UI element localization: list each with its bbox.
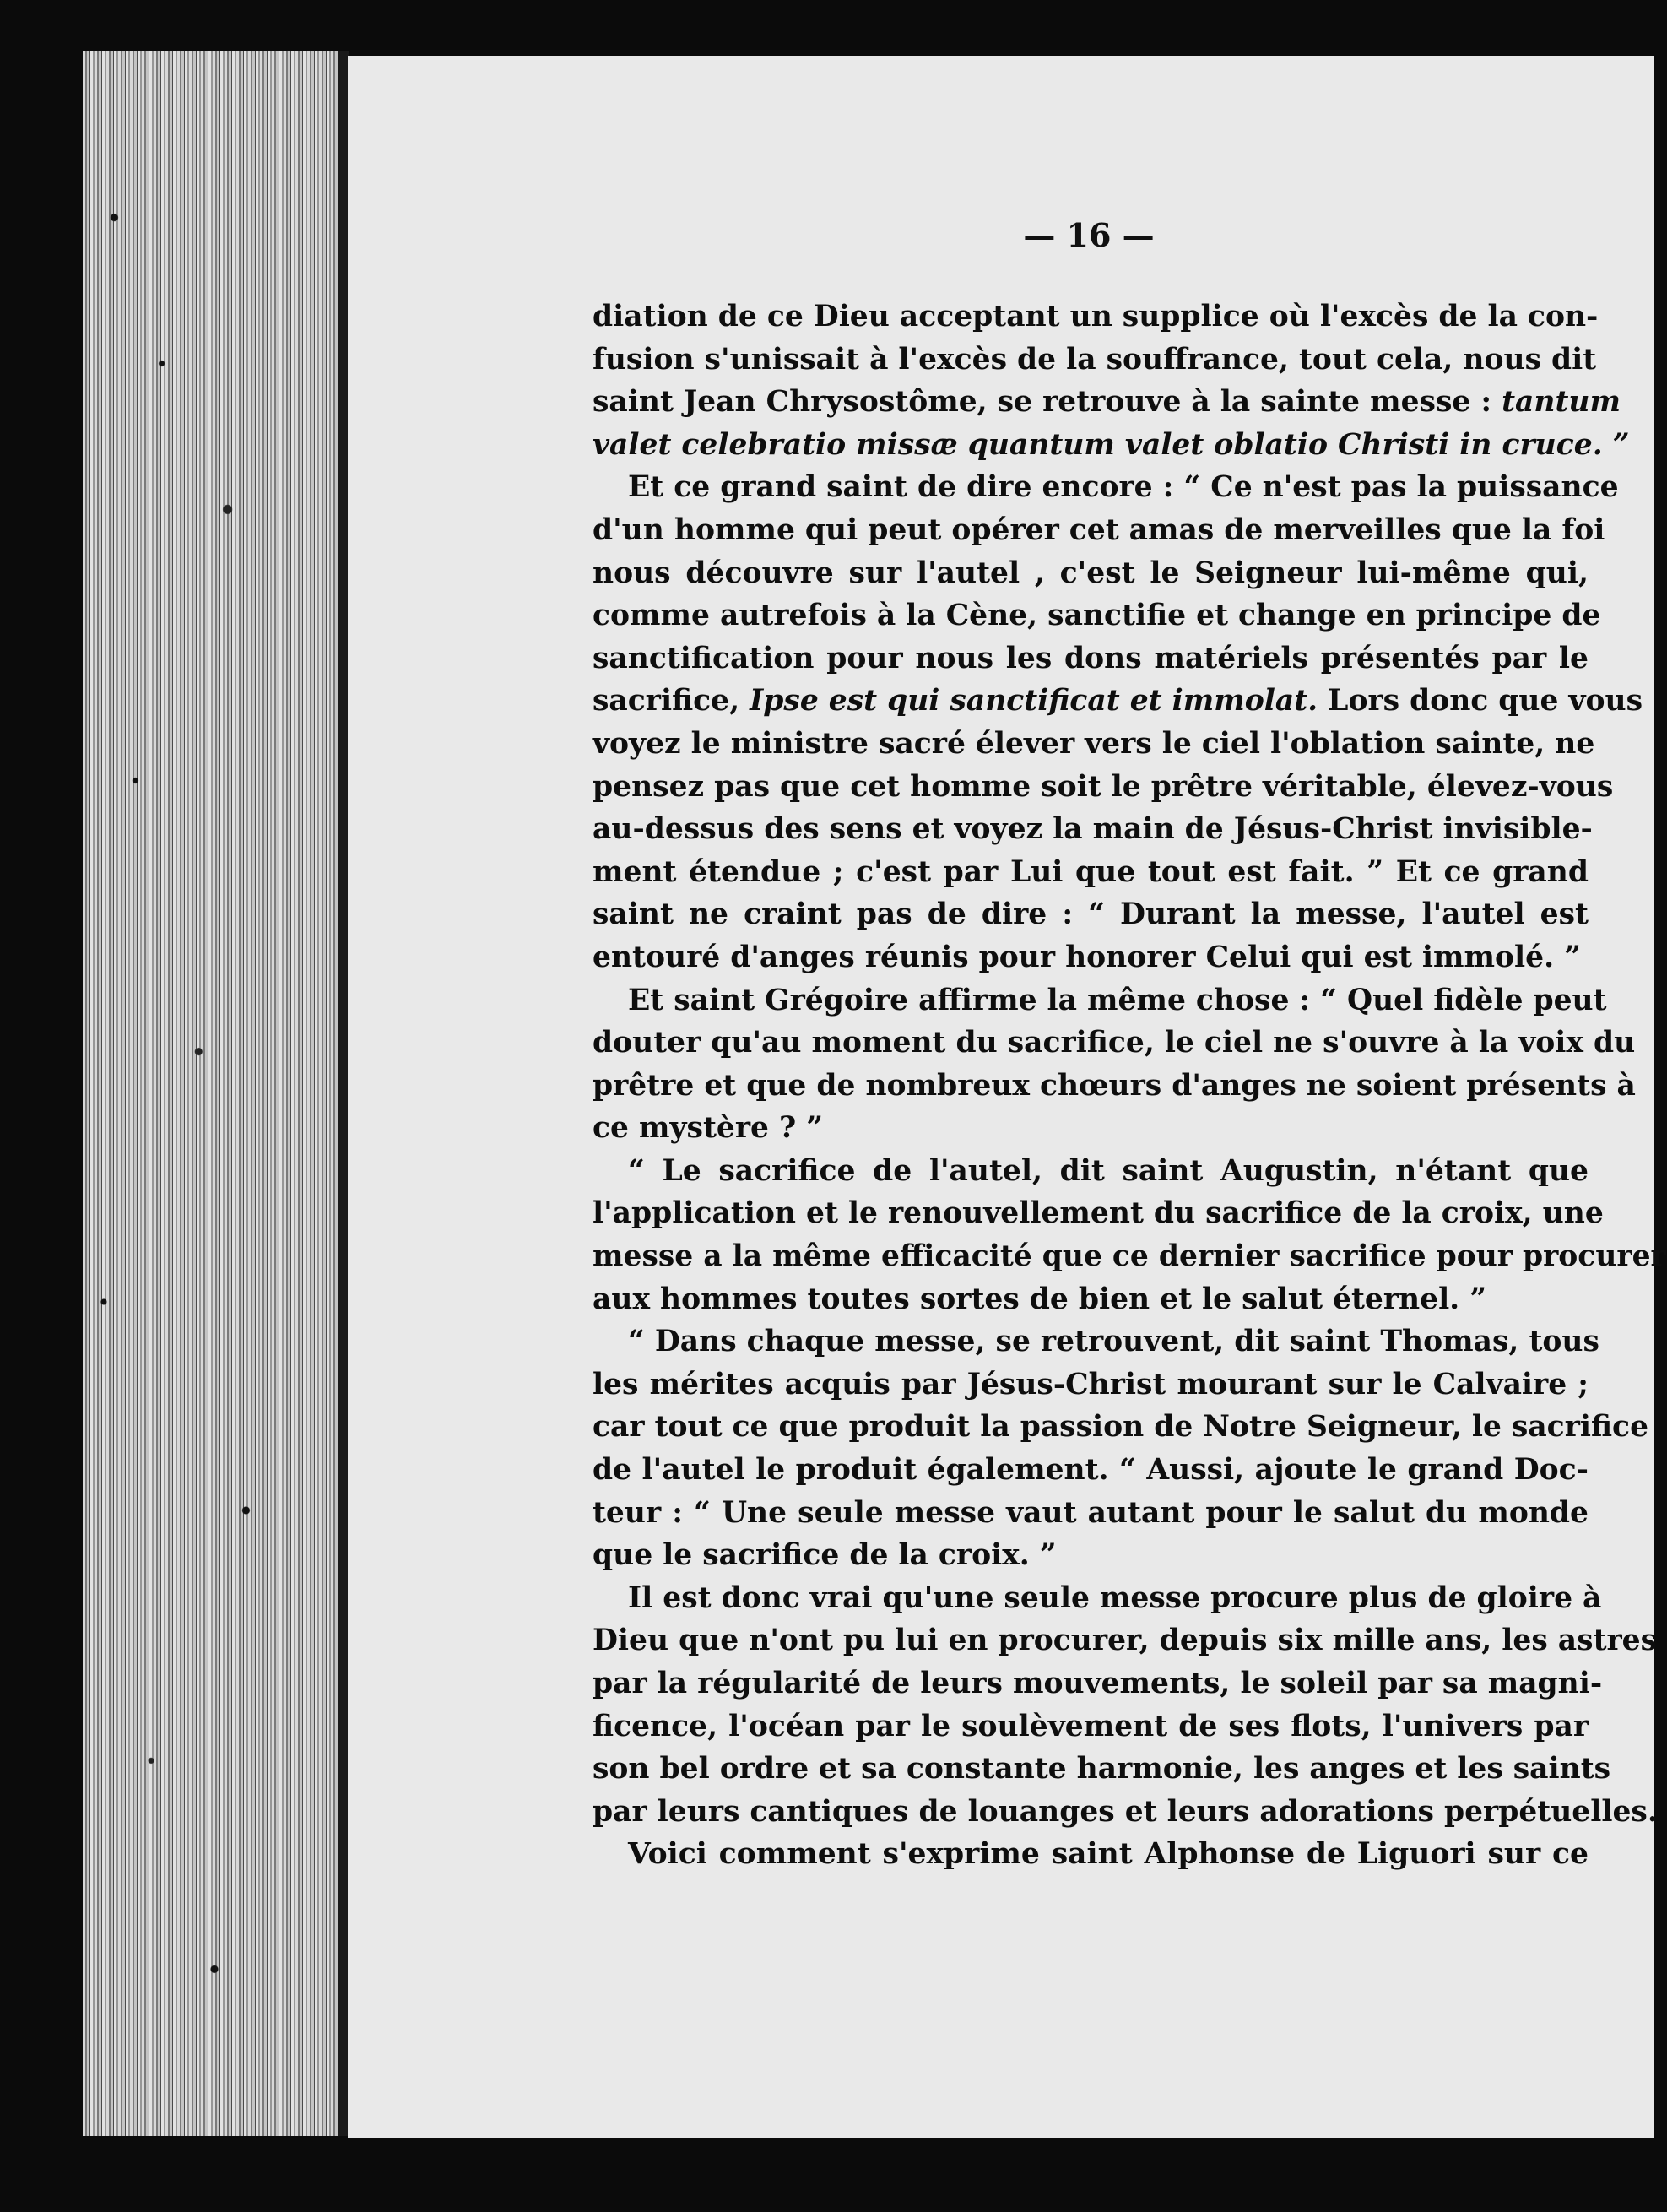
body-text xyxy=(593,295,1666,1876)
italic-latin-segment: tantum xyxy=(1502,385,1621,420)
italic-latin-segment: valet celebratio missæ quantum valet oblatio Christi in cruce. ” xyxy=(593,427,1630,462)
text-line xyxy=(593,424,1630,467)
text-line xyxy=(593,509,1605,552)
text-line xyxy=(593,1364,1589,1407)
text-segment: par la régularité de leurs mouvements, le soleil par sa magni- xyxy=(593,1667,1603,1700)
text-line xyxy=(593,1150,1589,1193)
text-line xyxy=(593,1278,1589,1321)
text-line xyxy=(593,1235,1666,1278)
text-segment: ment étendue ; c'est par Lui que tout est fait. ” Et ce grand xyxy=(593,854,1589,889)
text-line xyxy=(593,594,1601,637)
text-segment: ce mystère ? ” xyxy=(593,1111,824,1146)
text-segment: Lors donc que vous xyxy=(1318,684,1643,718)
text-segment: messe a la même efficacité que ce dernier sacrifice pour procurer xyxy=(593,1239,1666,1274)
text-segment: ficence, l'océan par le soulèvement de ses flots, l'univers par xyxy=(593,1709,1589,1743)
text-line xyxy=(593,1022,1636,1065)
text-segment: teur : “ Une seule messe vaut autant pour le salut du monde xyxy=(593,1495,1589,1530)
page-edges xyxy=(83,51,346,2136)
text-line xyxy=(593,723,1595,766)
text-segment: saint Jean Chrysostôme, se retrouve à la sainte messe : xyxy=(593,385,1502,420)
text-line xyxy=(593,1107,1589,1150)
text-segment: pensez pas que cet homme soit le prêtre véritable, élevez-vous xyxy=(593,769,1614,804)
text-line xyxy=(593,893,1589,936)
text-segment: sanctification pour nous les dons matériels présentés par le xyxy=(593,641,1589,675)
text-line xyxy=(593,1449,1589,1492)
text-segment: prêtre et que de nombreux chœurs d'anges ne soient présents à xyxy=(593,1068,1636,1103)
text-segment: diation de ce Dieu acceptant un supplice où l'excès de la con- xyxy=(593,300,1599,333)
text-line xyxy=(593,1192,1604,1235)
text-line xyxy=(593,1662,1603,1705)
text-line xyxy=(593,1619,1658,1662)
text-line xyxy=(593,1748,1611,1791)
text-segment: les mérites acquis par Jésus-Christ mourant sur le Calvaire ; xyxy=(593,1367,1589,1401)
text-segment: saint ne craint pas de dire : “ Durant la messe, l'autel est xyxy=(593,897,1589,932)
text-segment: “ Dans chaque messe, se retrouvent, dit saint Thomas, tous xyxy=(628,1325,1599,1359)
text-segment: de l'autel le produit également. “ Aussi, ajoute le grand Doc- xyxy=(593,1453,1589,1488)
text-line xyxy=(593,766,1614,809)
text-segment: nous découvre sur l'autel , c'est le Seigneur lui-même qui, xyxy=(593,556,1589,590)
text-segment: voyez le ministre sacré élever vers le ciel l'oblation sainte, ne xyxy=(593,726,1595,761)
page-number: — 16 — xyxy=(1023,216,1155,254)
text-segment: “ Le sacrifice de l'autel, dit saint Augustin, n'étant que xyxy=(628,1153,1589,1188)
text-segment: Et ce grand saint de dire encore : “ Ce n'est pas la puissance xyxy=(628,470,1619,505)
text-line xyxy=(593,1833,1589,1876)
text-line xyxy=(593,1492,1589,1535)
text-segment: douter qu'au moment du sacrifice, le ciel ne s'ouvre à la voix du xyxy=(593,1026,1636,1060)
text-segment: par leurs cantiques de louanges et leurs adorations perpétuelles. xyxy=(593,1794,1658,1829)
text-line xyxy=(593,1320,1599,1364)
text-line xyxy=(593,936,1589,979)
text-segment: car tout ce que produit la passion de Notre Seigneur, le sacrifice xyxy=(593,1410,1649,1445)
text-line xyxy=(593,1577,1602,1620)
text-segment: Dieu que n'ont pu lui en procurer, depuis six mille ans, les astres xyxy=(593,1624,1658,1658)
text-segment: Et saint Grégoire affirme la même chose : “ Quel fidèle peut xyxy=(628,983,1607,1017)
text-line xyxy=(593,552,1589,595)
text-line xyxy=(593,808,1593,851)
text-segment: l'application et le renouvellement du sacrifice de la croix, une xyxy=(593,1196,1604,1231)
text-segment: aux hommes toutes sortes de bien et le salut éternel. ” xyxy=(593,1282,1487,1316)
text-line xyxy=(593,466,1619,509)
text-line xyxy=(593,1406,1649,1449)
text-segment: son bel ordre et sa constante harmonie, les anges et les saints xyxy=(593,1752,1611,1786)
text-line xyxy=(593,637,1589,680)
text-line xyxy=(593,1705,1589,1748)
text-segment: au-dessus des sens et voyez la main de Jésus-Christ invisible- xyxy=(593,812,1593,847)
text-segment: Voici comment s'exprime saint Alphonse de Liguori sur ce xyxy=(628,1837,1589,1872)
text-line xyxy=(593,1791,1658,1834)
text-segment: comme autrefois à la Cène, sanctifie et change en principe de xyxy=(593,599,1601,633)
text-segment: fusion s'unissait à l'excès de la souffrance, tout cela, nous dit xyxy=(593,342,1597,377)
text-line xyxy=(593,1065,1636,1108)
text-line xyxy=(593,680,1643,723)
text-segment: entouré d'anges réunis pour honorer Celui qui est immolé. ” xyxy=(593,940,1581,974)
text-segment: Il est donc vrai qu'une seule messe procure plus de gloire à xyxy=(628,1580,1602,1615)
text-line xyxy=(593,979,1607,1022)
text-segment: que le sacrifice de la croix. ” xyxy=(593,1538,1057,1573)
text-segment: d'un homme qui peut opérer cet amas de merveilles que la foi xyxy=(593,512,1605,547)
text-line xyxy=(593,295,1599,339)
text-line xyxy=(593,339,1597,382)
text-segment: sacrifice, xyxy=(593,684,750,718)
text-line xyxy=(593,381,1621,424)
text-line xyxy=(593,1534,1589,1577)
italic-latin-segment: Ipse est qui sanctificat et immolat. xyxy=(750,684,1318,718)
text-line xyxy=(593,851,1589,894)
